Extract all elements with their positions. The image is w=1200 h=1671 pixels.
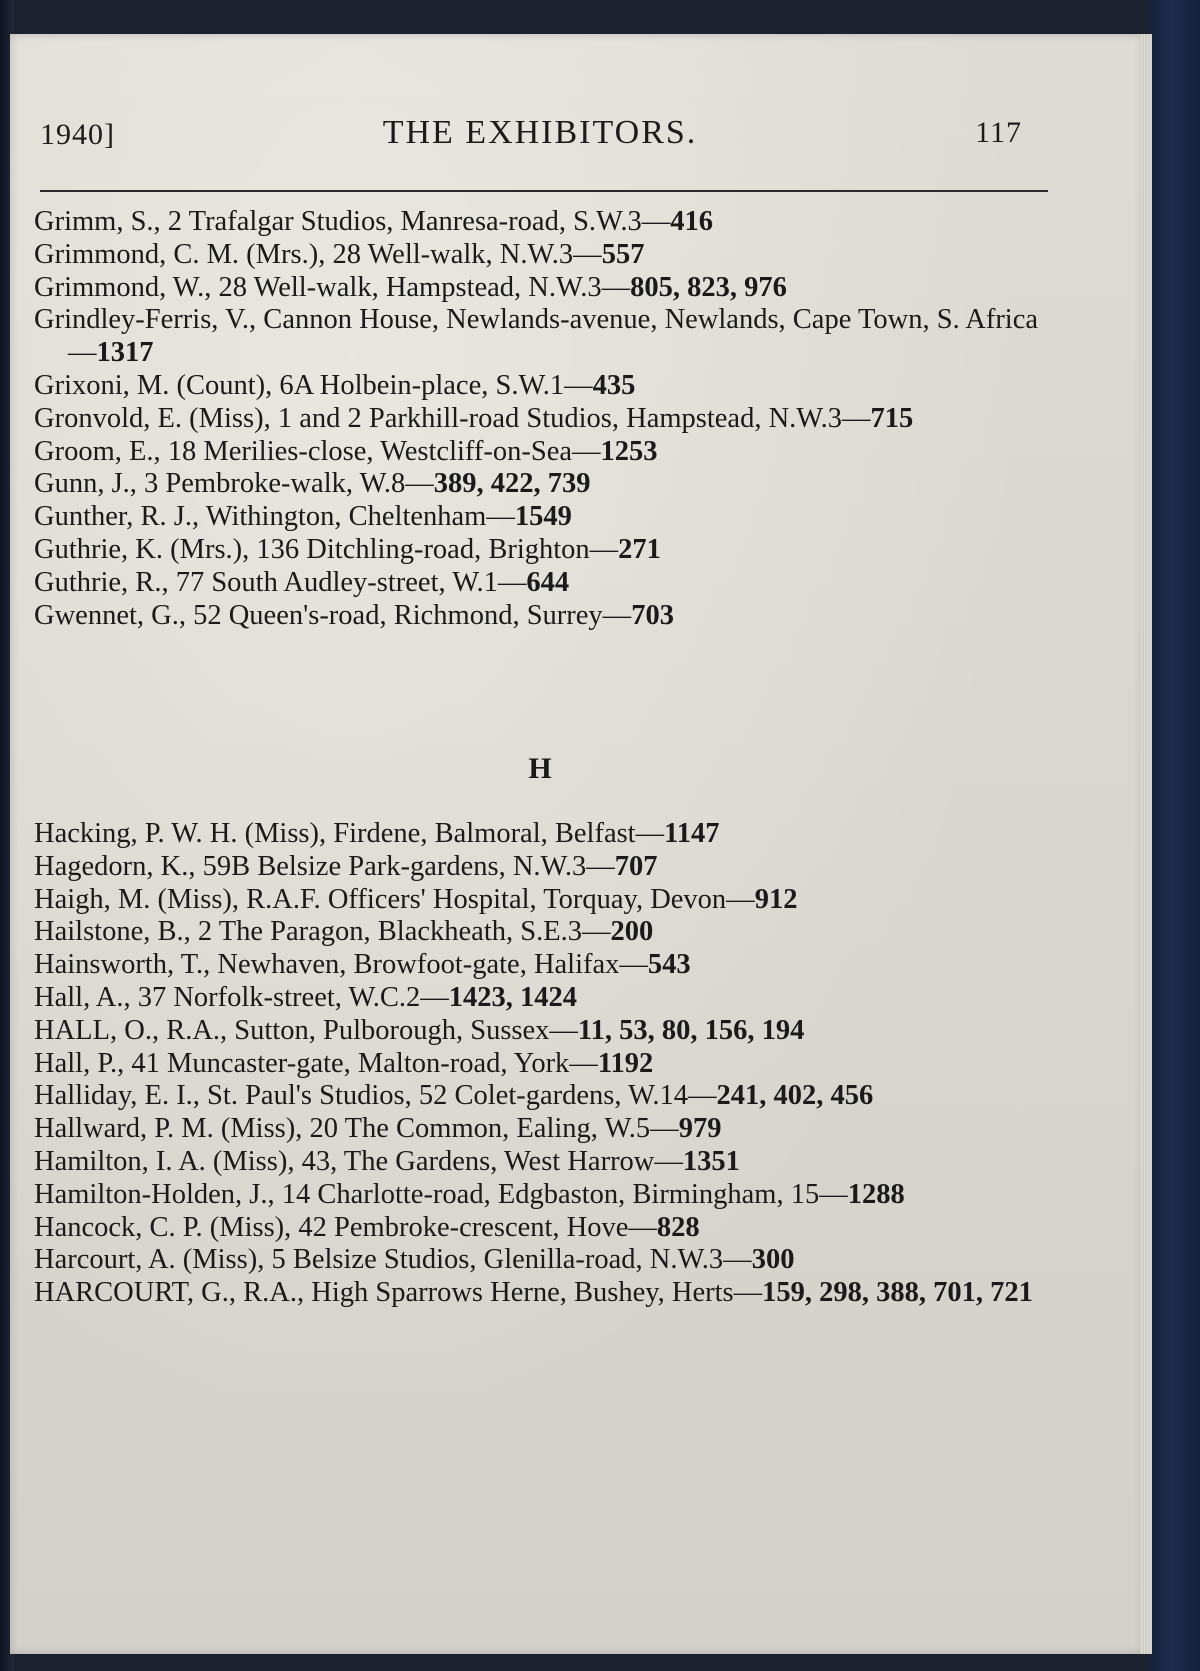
list-item: Hamilton-Holden, J., 14 Charlotte-road, Edgbaston, Birmingham, 15—1288 [34,1178,905,1210]
list-item: Haigh, M. (Miss), R.A.F. Officers' Hospital, Torquay, Devon—912 [34,883,798,915]
list-item: Hancock, C. P. (Miss), 42 Pembroke-crescent, Hove—828 [34,1211,700,1243]
header-year: 1940] [40,118,115,151]
list-item: Hailstone, B., 2 The Paragon, Blackheath, S.E.3—200 [34,916,654,948]
g-entries-list [34,206,1054,632]
list-item: Groom, E., 18 Merilies-close, Westcliff-on-Sea—1253 [34,435,658,467]
list-item: Hallward, P. M. (Miss), 20 The Common, Ealing, W.5—979 [34,1113,722,1145]
page-edge [1140,34,1152,1654]
list-item: HARCOURT, G., R.A., High Sparrows Herne, Bushey, Herts—159, 298, 388, 701, 721 [34,1277,1033,1309]
list-item: Grindley-Ferris, V., Cannon House, Newlands-avenue, Newlands, Cape Town, S. Africa—1317 [34,304,1039,369]
list-item: HALL, O., R.A., Sutton, Pulborough, Sussex—11, 53, 80, 156, 194 [34,1014,805,1046]
list-item: Harcourt, A. (Miss), 5 Belsize Studios, Glenilla-road, N.W.3—300 [34,1244,795,1276]
book-binding-right [1150,0,1200,1671]
list-item: Halliday, E. I., St. Paul's Studios, 52 Colet-gardens, W.14—241, 402, 456 [34,1080,874,1112]
list-item: Gronvold, E. (Miss), 1 and 2 Parkhill-road Studios, Hampstead, N.W.3—715 [34,402,914,434]
list-item: Guthrie, R., 77 South Audley-street, W.1—644 [34,566,570,598]
section-heading-h: H [528,752,552,785]
list-item: Grimmond, C. M. (Mrs.), 28 Well-walk, N.W.3—557 [34,238,645,270]
page-title: THE EXHIBITORS. [382,114,698,151]
list-item: Gwennet, G., 52 Queen's-road, Richmond, Surrey—703 [34,599,674,631]
list-item: Hamilton, I. A. (Miss), 43, The Gardens, West Harrow—1351 [34,1145,740,1177]
list-item: Grixoni, M. (Count), 6A Holbein-place, S.W.1—435 [34,369,636,401]
page-header [30,110,1050,160]
list-item: Hagedorn, K., 59B Belsize Park-gardens, N.W.3—707 [34,850,658,882]
header-rule [40,190,1048,192]
list-item: Hall, A., 37 Norfolk-street, W.C.2—1423, 1424 [34,981,578,1013]
h-entries-list [34,818,1054,1310]
list-item: Guthrie, K. (Mrs.), 136 Ditchling-road, Brighton—271 [34,533,661,565]
list-item: Hainsworth, T., Newhaven, Browfoot-gate, Halifax—543 [34,949,691,981]
list-item: Grimmond, W., 28 Well-walk, Hampstead, N.W.3—805, 823, 976 [34,271,787,303]
list-item: Hall, P., 41 Muncaster-gate, Malton-road, York—1192 [34,1047,654,1079]
list-item: Gunn, J., 3 Pembroke-walk, W.8—389, 422, 739 [34,468,591,500]
list-item: Grimm, S., 2 Trafalgar Studios, Manresa-road, S.W.3—416 [34,206,713,237]
list-item: Gunther, R. J., Withington, Cheltenham—1549 [34,501,572,533]
page-number: 117 [975,116,1022,149]
list-item: Hacking, P. W. H. (Miss), Firdene, Balmoral, Belfast—1147 [34,818,720,849]
